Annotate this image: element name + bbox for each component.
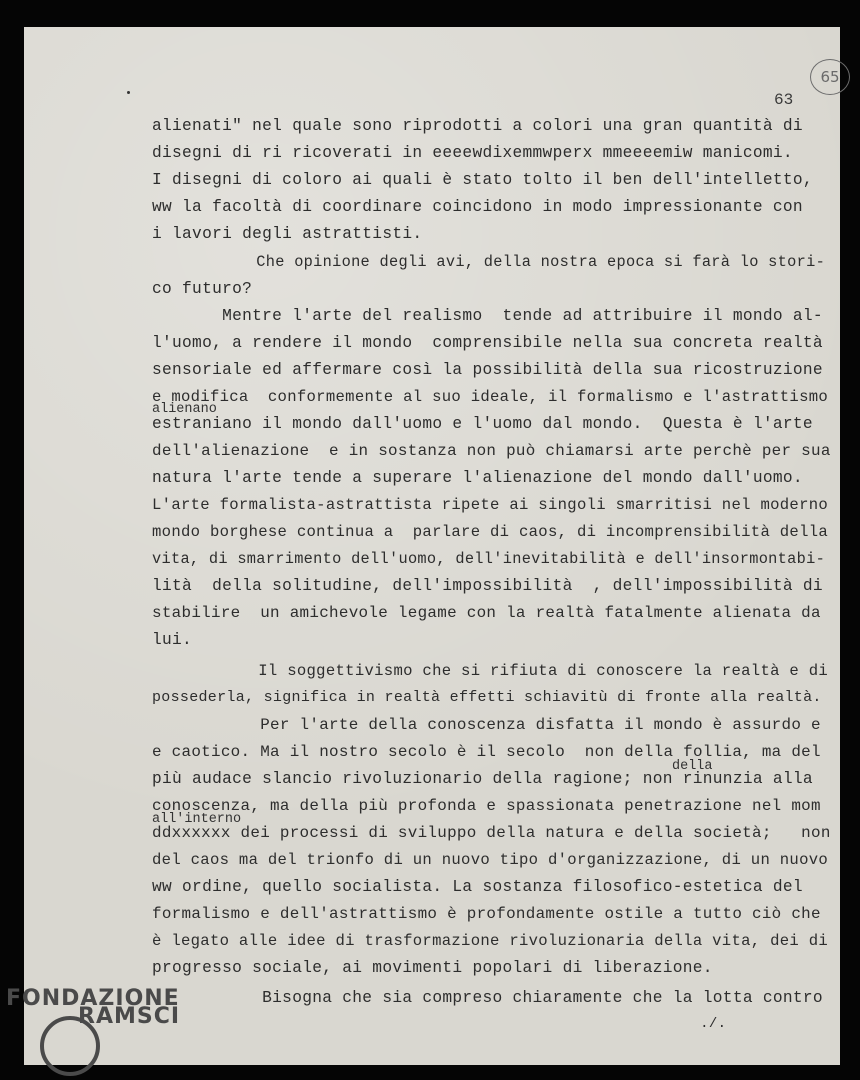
text-line: e caotico. Ma il nostro secolo è il secolo non della follia, ma del [152,743,821,761]
text-line: più audace slancio rivoluzionario della ragione; non rinunzia alla [152,770,813,788]
text-line: Che opinione degli avi, della nostra epoca si farà lo stori- [152,253,826,271]
text-line: vita, di smarrimento dell'uomo, dell'inevitabilità e dell'insormontabi- [152,550,826,568]
text-line: dell'alienazione e in sostanza non può chiamarsi arte perchè per sua [152,442,831,460]
text-line: estraniano il mondo dall'uomo e l'uomo dal mondo. Questa è l'arte [152,415,813,433]
text-line: sensoriale ed affermare così la possibilità della sua ricostruzione [152,361,823,379]
text-line: disegni di ri ricoverati in eeeewdixemmwperx mmeeeemiw manicomi. [152,144,793,162]
text-line: alienati" nel quale sono riprodotti a colori una gran quantità di [152,117,803,135]
text-line: del caos ma del trionfo di un nuovo tipo d'organizzazione, di un nuovo [152,851,829,869]
text-line: e modifica conformemente al suo ideale, il formalismo e l'astrattismo [152,388,829,406]
text-line: conoscenza, ma della più profonda e spassionata penetrazione nel mom [152,797,821,815]
archive-number-stamp [810,59,850,95]
text-line: Per l'arte della conoscenza disfatta il mondo è assurdo e [152,716,821,734]
continuation-mark: ./. [152,1016,727,1032]
interlinear-correction: all'interno [152,812,242,827]
text-line: I disegni di coloro ai quali è stato tolto il ben dell'intelletto, [152,171,813,189]
document-page [24,27,840,1065]
text-line: L'arte formalista-astrattista ripete ai singoli smarritisi nel moderno [152,496,829,514]
text-line: progresso sociale, ai movimenti popolari di liberazione. [152,959,713,977]
typed-text-block [152,117,832,1057]
archive-number: 65 [820,68,840,86]
interlinear-correction: della [672,759,713,774]
text-line: ww la facoltà di coordinare coincidono in modo impressionante con [152,198,803,216]
foundation-watermark [6,986,226,1076]
text-line: Il soggettivismo che si rifiuta di conoscere la realtà e di [152,662,829,680]
page-number: 63 [774,91,794,109]
text-line: mondo borghese continua a parlare di caos, di incomprensibilità della [152,523,829,541]
text-line: possederla, significa in realtà effetti schiavitù di fronte alla realtà. [152,689,822,706]
interlinear-correction: alienano [152,402,217,417]
text-line: natura l'arte tende a superare l'alienazione del mondo dall'uomo. [152,469,803,487]
text-line: co futuro? [152,280,253,298]
text-line: lità della solitudine, dell'impossibilità , dell'impossibilità di [152,577,823,595]
text-line: l'uomo, a rendere il mondo comprensibile nella sua concreta realtà [152,334,823,352]
text-line: i lavori degli astrattisti. [152,225,423,243]
text-line: Mentre l'arte del realismo tende ad attribuire il mondo al- [152,307,823,325]
text-line: lui. [152,631,193,649]
text-line: è legato alle idee di trasformazione rivoluzionaria della vita, dei di [152,932,829,950]
text-line: ww ordine, quello socialista. La sostanza filosofico-estetica del [152,878,803,896]
text-line: Bisogna che sia compreso chiaramente che la lotta contro [152,989,823,1007]
text-line: ddxxxxxx dei processi di sviluppo della natura e della società; non [152,824,831,842]
watermark-line-1: FONDAZIONE [6,986,180,1011]
watermark-line-2: RAMSCI [78,1004,181,1029]
text-line: stabilire un amichevole legame con la realtà fatalmente alienata da [152,604,821,622]
ink-dot [127,91,130,94]
text-line: formalismo e dell'astrattismo è profondamente ostile a tutto ciò che [152,905,821,923]
